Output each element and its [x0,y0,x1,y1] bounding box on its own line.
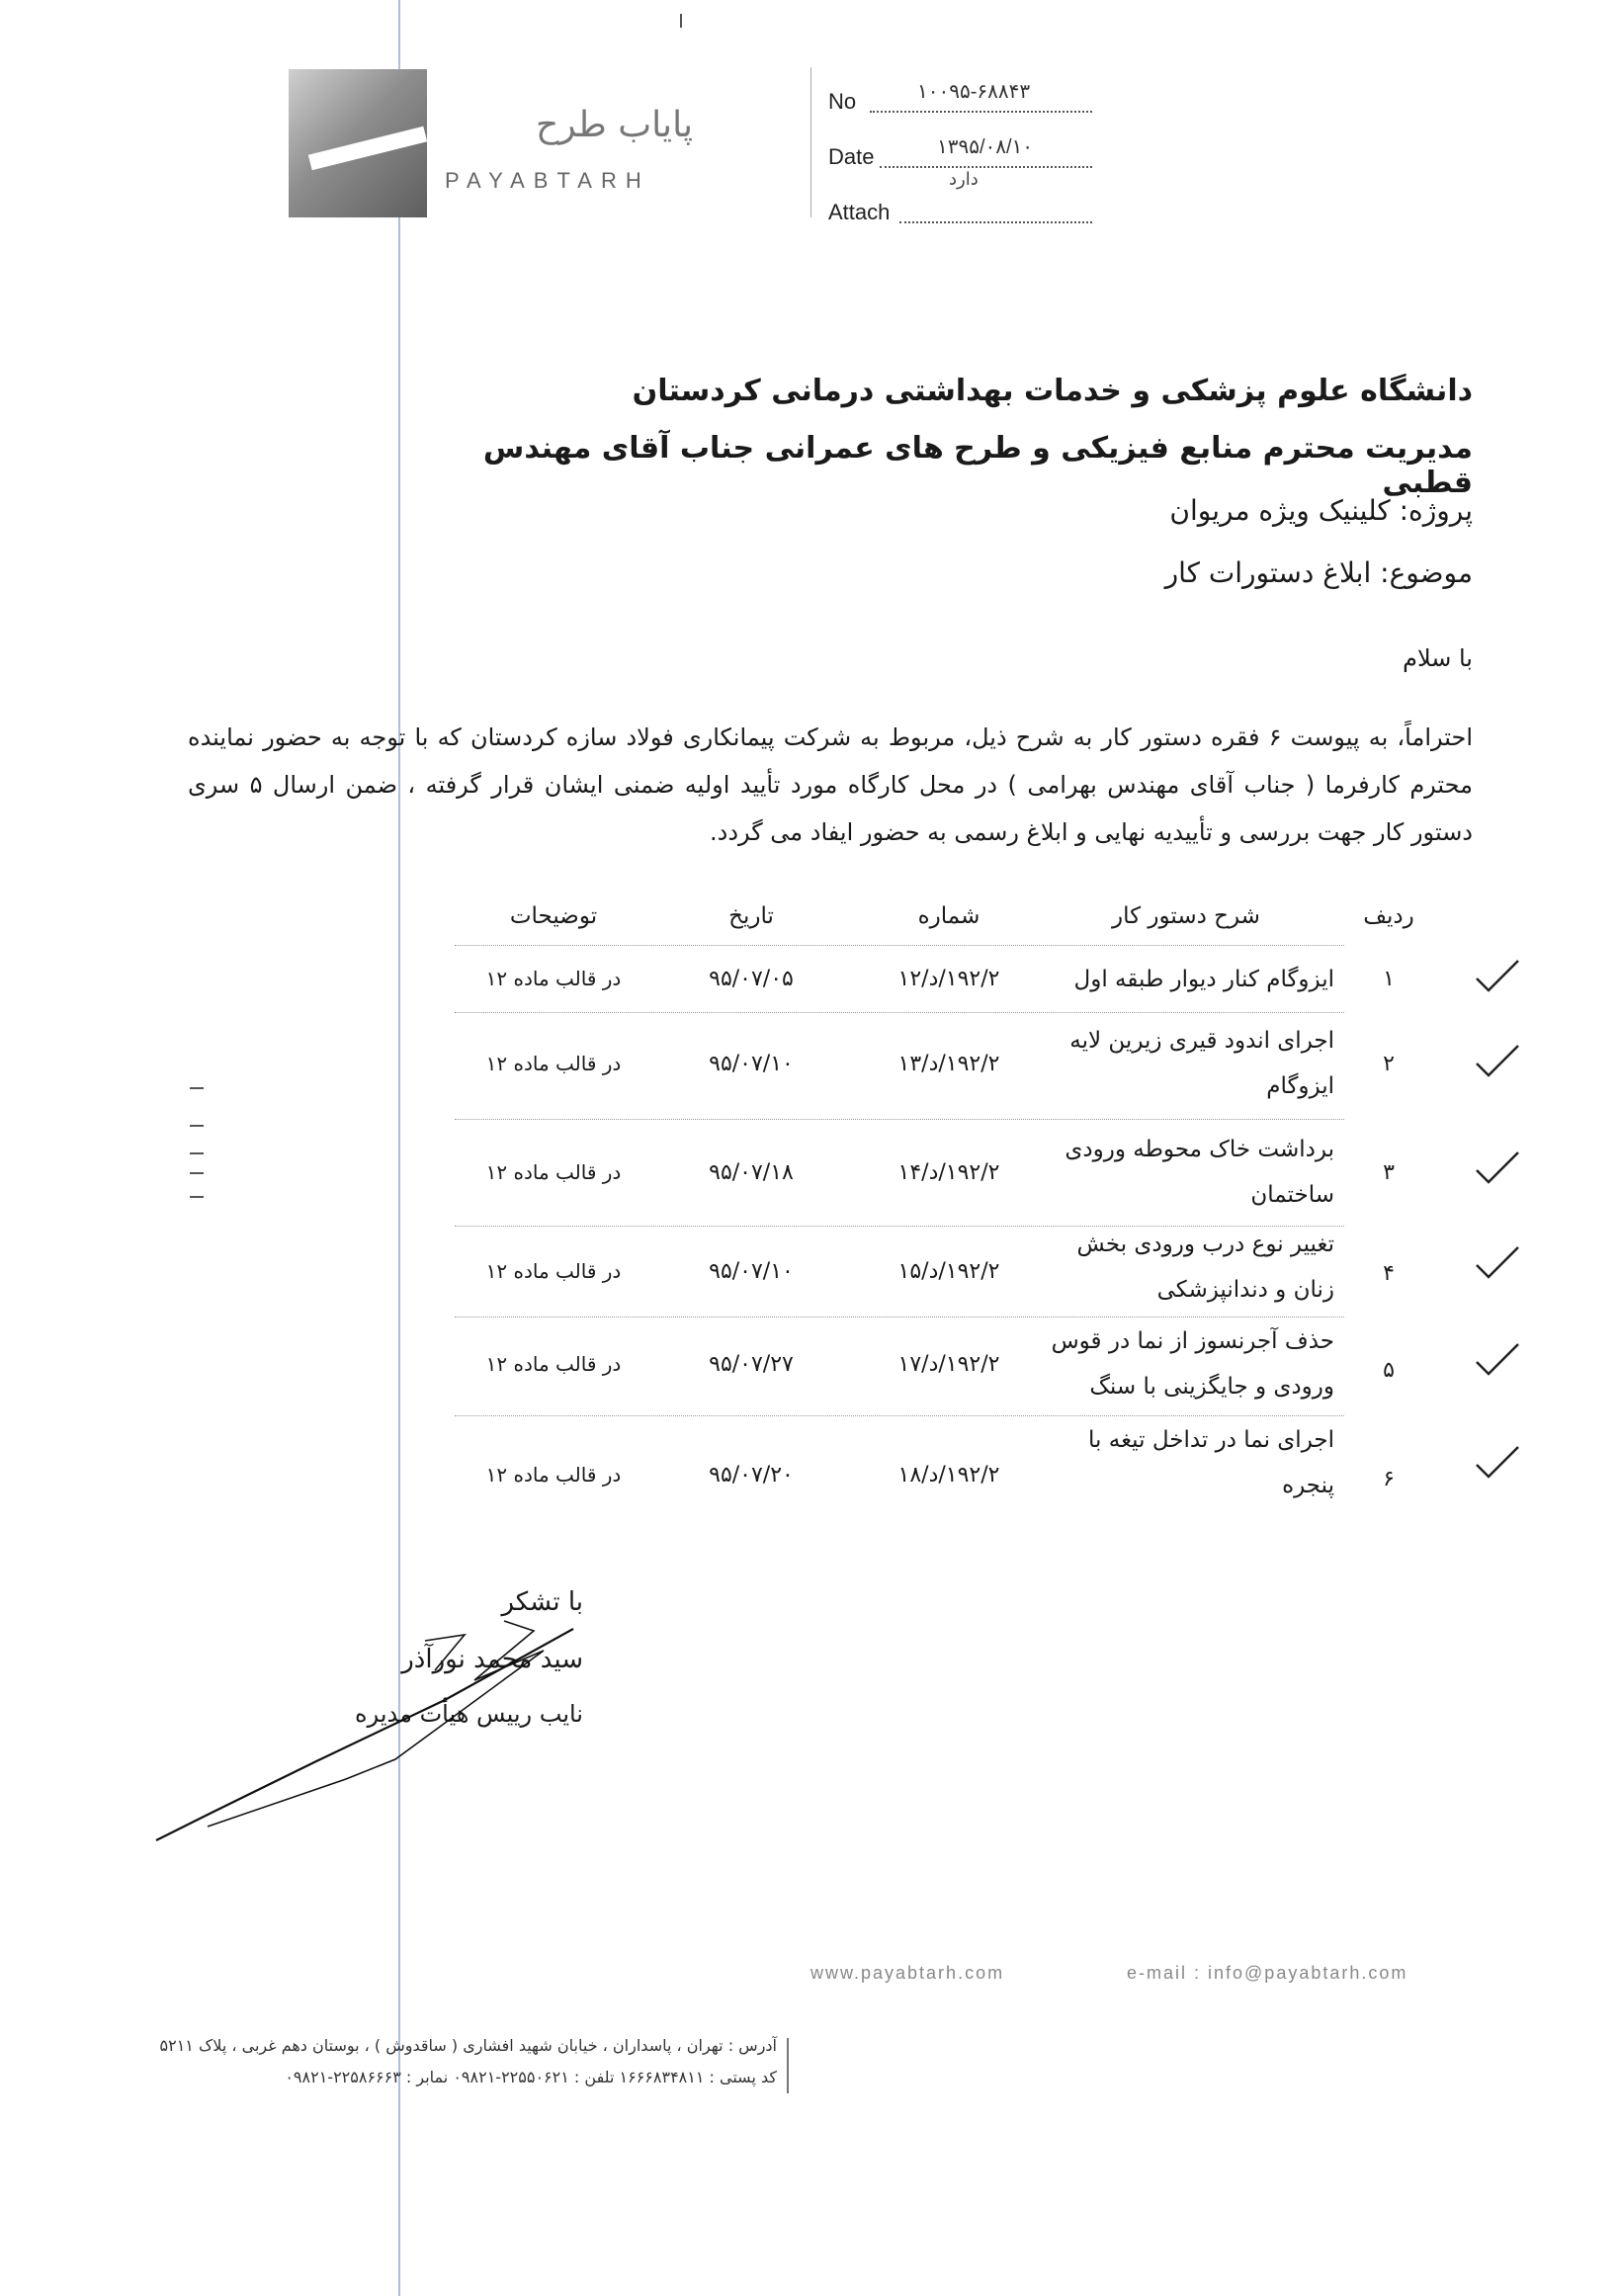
table-rule [455,1012,1344,1013]
row-index: ۲ [1383,1052,1395,1076]
margin-mark [190,1196,204,1198]
row-index: ۱ [1383,967,1395,991]
row-index: ۵ [1383,1358,1395,1383]
row-notes: در قالب ماده ۱۲ [485,1463,622,1487]
header-notes: توضیحات [509,903,598,929]
check-mark-icon [1473,1042,1522,1081]
reference-number-label: No [828,89,857,114]
signer-title: نایب رییس هیأت مدیره [355,1700,583,1728]
row-date: ۹۵/۰۷/۲۰ [709,1463,794,1488]
row-date: ۹۵/۰۷/۱۸ [709,1160,794,1185]
header-index: ردیف [1363,903,1414,929]
project-line: پروژه: کلینیک ویژه مریوان [1169,494,1473,527]
footer-address: آدرس : تهران ، پاسداران ، خیابان شهید افشاری ( ساقدوش ) ، بوستان دهم غربی ، پلاک ۵۲۱۱ [159,2036,777,2055]
margin-mark [190,1152,204,1154]
table-rule [455,1119,1344,1120]
subject-line: موضوع: ابلاغ دستورات کار [1164,556,1473,589]
attachment-row [828,198,1085,227]
row-date: ۹۵/۰۷/۱۰ [709,1052,794,1076]
footer-website: www.payabtarh.com [810,1963,1005,1983]
header-date: تاریخ [728,903,774,929]
row-number: ۱۹۲/۲/د/۱۳ [897,1052,1000,1076]
footer-email: e-mail : info@payabtarh.com [1127,1963,1408,1983]
handwritten-signature [148,1611,603,1868]
reference-date-label: Date [828,144,875,169]
row-date: ۹۵/۰۷/۱۰ [709,1259,794,1284]
letter-body: احتراماً، به پیوست ۶ فقره دستور کار به شرح ذیل، مربوط به شرکت پیمانکاری فولاد سازه کردستان که با توجه به حضور نماینده محترم کارفرما ( جناب آقای مهندس بهرامی ) در محل کارگاه مورد تأیید اولیه ضمنی ایشان قرار گرفته ، ضمن ارسال ۵ سری دستور کار جهت بررسی و تأییدیه نهایی و ابلاغ رسمی به حضور ایفاد می گردد. [188,723,1474,846]
row-description: اجرای اندود قیری زیرین لایه ایزوگام [1069,1028,1334,1099]
row-number: ۱۹۲/۲/د/۱۵ [897,1259,1000,1284]
signer-name: سید محمد نورآذر [401,1645,583,1674]
header-number: شماره [917,903,980,929]
footer-divider [787,2038,789,2093]
reference-date-value: ۱۳۹۵/۰۸/۱۰ [937,136,1034,158]
row-notes: در قالب ماده ۱۲ [485,967,622,990]
row-number: ۱۹۲/۲/د/۱۲ [897,967,1000,991]
row-date: ۹۵/۰۷/۰۵ [709,967,794,991]
scan-mark [680,14,682,28]
row-description: حذف آجرنسوز از نما در قوس ورودی و جایگزینی با سنگ [1051,1328,1334,1400]
check-mark-icon [1473,1148,1522,1188]
row-number: ۱۹۲/۲/د/۱۷ [897,1352,1000,1377]
row-index: ۳ [1383,1160,1395,1185]
margin-mark [190,1125,204,1127]
row-date: ۹۵/۰۷/۲۷ [709,1352,794,1377]
attachment-value: دارد [949,169,979,190]
margin-mark [190,1172,204,1174]
row-description: تغییر نوع درب ورودی بخش زنان و دندانپزشکی [1076,1232,1334,1303]
logo-farsi-text: پایاب طرح [536,105,694,145]
reference-date-row [828,136,1085,172]
recipient-department: مدیریت محترم منابع فیزیکی و طرح های عمرانی جناب آقای مهندس قطبی [482,431,1473,500]
row-number: ۱۹۲/۲/د/۱۴ [897,1160,1000,1185]
greeting: با سلام [1403,644,1473,672]
work-orders-table [455,890,1581,1542]
dotted-line [870,111,1092,113]
row-description: برداشت خاک محوطه ورودی ساختمان [1065,1137,1334,1208]
row-description: ایزوگام کنار دیوار طبقه اول [1073,967,1334,992]
table-header-row [455,890,1581,945]
reference-number-value: ۱۰۰۹۵-۶۸۸۴۳ [917,81,1031,103]
row-notes: در قالب ماده ۱۲ [485,1352,622,1376]
logo-graphic [289,69,427,217]
header-description: شرح دستور کار [1112,903,1260,929]
dotted-line [899,221,1092,223]
row-notes: در قالب ماده ۱۲ [485,1052,622,1075]
table-rule [455,1415,1344,1416]
check-mark-icon [1473,1340,1522,1380]
check-mark-icon [1473,957,1522,996]
row-notes: در قالب ماده ۱۲ [485,1160,622,1184]
row-description: اجرای نما در تداخل تیغه با پنجره [1088,1427,1334,1498]
closing-text: با تشکر [501,1587,583,1617]
row-number: ۱۹۲/۲/د/۱۸ [897,1463,1000,1488]
reference-divider [810,67,811,217]
logo-latin-text: PAYABTARH [445,168,650,193]
margin-mark [190,1087,204,1089]
reference-number-row [828,81,1085,117]
row-notes: در قالب ماده ۱۲ [485,1259,622,1283]
dotted-line [880,166,1092,168]
footer-phones: کد پستی : ۱۶۶۶۸۳۴۸۱۱ تلفن : ۲۲۵۵۰۶۲۱-۰۹۸۲۱ نمابر : ۲۲۵۸۶۶۶۳-۰۹۸۲۱ [285,2068,777,2086]
table-rule [455,1317,1344,1318]
row-index: ۶ [1383,1467,1395,1491]
check-mark-icon [1473,1243,1522,1283]
recipient-organization: دانشگاه علوم پزشکی و خدمات بهداشتی درمانی کردستان [632,374,1473,408]
scan-edge-line [398,0,400,2296]
table-rule [455,945,1344,946]
company-logo [289,63,743,221]
check-mark-icon [1473,1443,1522,1483]
attachment-label: Attach [828,200,891,224]
row-index: ۴ [1383,1261,1395,1286]
